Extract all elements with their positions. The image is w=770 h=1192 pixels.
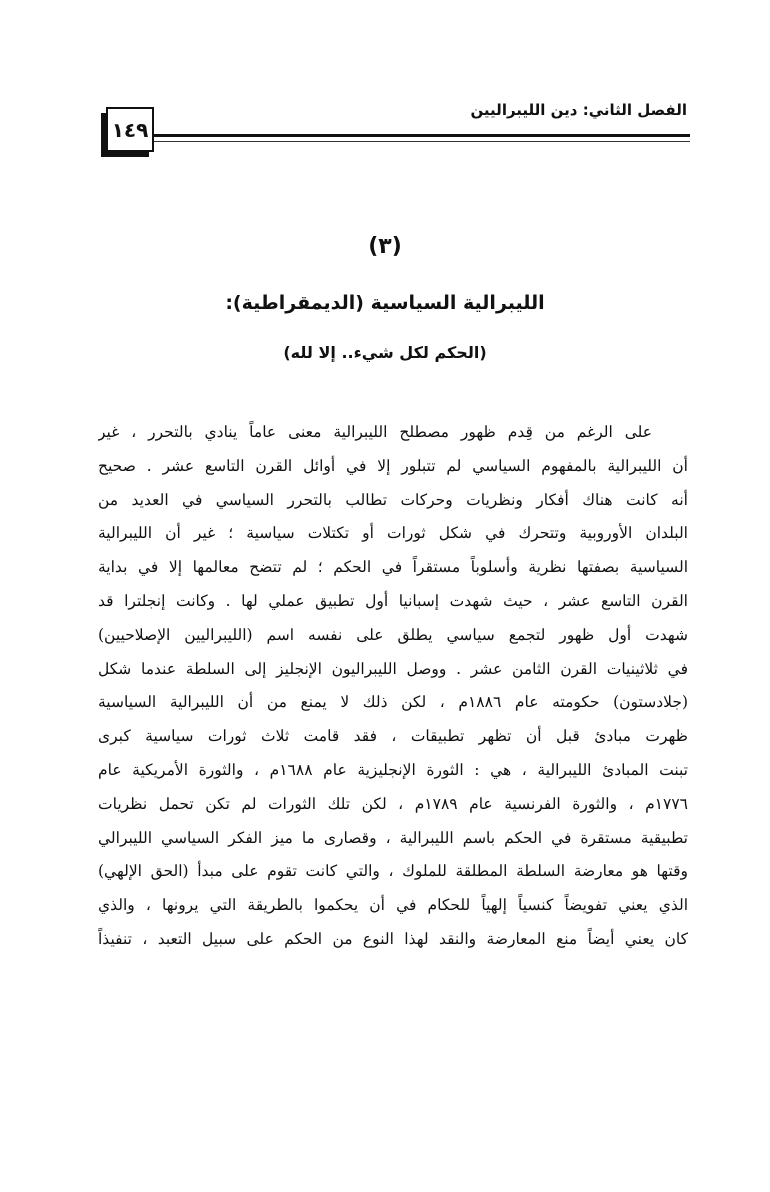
running-header-title: الفصل الثاني: دين الليبراليين — [470, 101, 687, 119]
page-number: ١٤٩ — [111, 117, 149, 142]
text-line: أن الليبرالية بالمفهوم السياسي لم تتبلور إلا في أوائل القرن التاسع عشر . صحيح — [98, 456, 688, 475]
text-line: الذي يعني تفويضاً كنسياً إلهياً للحكام في أن يحكموا بالطريقة التي يرونها ، والذي — [98, 896, 688, 915]
text-line: على الرغم من قِدم ظهور مصطلح الليبرالية معنى عاماً ينادي بالتحرر ، غير — [98, 423, 652, 441]
text-line: ظهرت مبادئ قبل أن تظهر تطبيقات ، فقد قامت ثلاث ثورات سياسية كبرى — [98, 727, 688, 746]
text-line: في ثلاثينيات القرن الثامن عشر . ووصل الليبراليون الإنجليز إلى السلطة عندما شكل — [98, 659, 688, 678]
text-line: تبنت المبادئ الليبرالية ، هي : الثورة الإنجليزية عام ١٦٨٨م ، والثورة الأمريكية عام — [98, 760, 688, 779]
text-line: السياسية بصفتها نظرية وأسلوباً مستقراً في الحكم ؛ لم تتضح معالمها إلا في بداية — [98, 558, 688, 577]
body-paragraph — [98, 416, 688, 957]
section-title: الليبرالية السياسية (الديمقراطية): — [225, 292, 545, 314]
text-line: البلدان الأوروبية وتتحرك في شكل ثورات أو تكتلات سياسية ؛ غير أن الليبرالية — [98, 524, 688, 543]
section-number: (٣) — [368, 234, 402, 259]
text-line: تطبيقية مستقرة في الحكم باسم الليبرالية ، وقصارى ما ميز الفكر السياسي الليبرالي — [98, 828, 688, 847]
text-line: القرن التاسع عشر ، حيث شهدت إسبانيا أول تطبيق عملي لها . وكانت إنجلترا قد — [98, 591, 688, 610]
text-line: (جلادستون) حكومته عام ١٨٨٦م ، لكن ذلك لا يمنع من أن الليبرالية السياسية — [98, 693, 688, 712]
text-line: أنه كانت هناك أفكار ونظريات وحركات تطالب بالتحرر السياسي في العديد من — [98, 490, 688, 509]
header-rule-thick — [153, 134, 690, 137]
section-subtitle: (الحكم لكل شيء.. إلا لله) — [283, 343, 487, 362]
page-number-box — [106, 107, 154, 152]
text-line: شهدت أول ظهور لتجمع سياسي يطلق على نفسه اسم (الليبراليين الإصلاحيين) — [98, 625, 688, 644]
header-rule-thin — [153, 141, 690, 142]
text-line: كان يعني أيضاً منع المعارضة والنقد لهذا النوع من الحكم على سبيل التعبد ، تنفيذاً — [98, 929, 688, 948]
text-line: وقتها هو معارضة السلطة المطلقة للملوك ، والتي كانت تقوم على مبدأ (الحق الإلهي) — [98, 862, 688, 881]
text-line: ١٧٧٦م ، والثورة الفرنسية عام ١٧٨٩م ، لكن تلك الثورات لم تكن تحمل نظريات — [98, 794, 688, 813]
